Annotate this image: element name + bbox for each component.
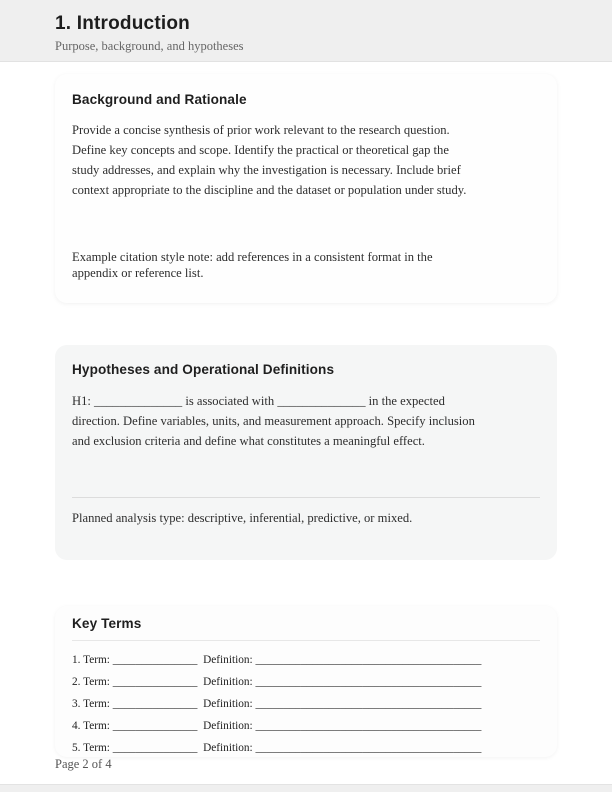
- term-row: 3. Term: _______________ Definition: ________________________________________: [72, 698, 482, 710]
- key-terms-heading: Key Terms: [72, 616, 142, 631]
- term-row: 2. Term: _______________ Definition: ________________________________________: [72, 676, 482, 688]
- citation-note-line: appendix or reference list.: [72, 266, 204, 280]
- background-rationale-card: [55, 74, 557, 303]
- hypothesis-body-line: H1: ______________ is associated with ______________ in the expected: [72, 394, 445, 408]
- background-body-line: study addresses, and explain why the investigation is necessary. Include brief: [72, 163, 461, 177]
- section-header-band: [0, 0, 612, 62]
- term-row: 1. Term: _______________ Definition: ________________________________________: [72, 654, 482, 666]
- term-row: 5. Term: _______________ Definition: ________________________________________: [72, 742, 482, 754]
- planned-analysis-line: Planned analysis type: descriptive, inferential, predictive, or mixed.: [72, 511, 413, 525]
- background-body-paragraph: [72, 120, 540, 200]
- hypothesis-body-paragraph: [72, 391, 540, 451]
- key-terms-list: [72, 649, 540, 759]
- background-rationale-heading: Background and Rationale: [72, 92, 247, 107]
- hypotheses-divider: [72, 497, 540, 498]
- hypotheses-heading: Hypotheses and Operational Definitions: [72, 362, 335, 377]
- key-terms-rule: [72, 640, 540, 641]
- hypotheses-card: [55, 345, 557, 560]
- key-terms-card: [55, 606, 557, 757]
- page-subtitle: Purpose, background, and hypotheses: [55, 39, 244, 53]
- background-body-line: Define key concepts and scope. Identify the practical or theoretical gap the: [72, 143, 449, 157]
- page-number-indicator: Page 2 of 4: [55, 757, 112, 771]
- background-body-line: context appropriate to the discipline and the dataset or population under study.: [72, 183, 467, 197]
- hypothesis-body-line: direction. Define variables, units, and measurement approach. Specify inclusion: [72, 414, 475, 428]
- citation-note-paragraph: [72, 249, 540, 281]
- bottom-page-band: [0, 784, 612, 792]
- citation-note-line: Example citation style note: add references in a consistent format in the: [72, 250, 433, 264]
- page-title: 1. Introduction: [55, 13, 190, 34]
- hypothesis-body-line: and exclusion criteria and define what constitutes a meaningful effect.: [72, 434, 425, 448]
- term-row: 4. Term: _______________ Definition: ________________________________________: [72, 720, 482, 732]
- background-body-line: Provide a concise synthesis of prior work relevant to the research question.: [72, 123, 450, 137]
